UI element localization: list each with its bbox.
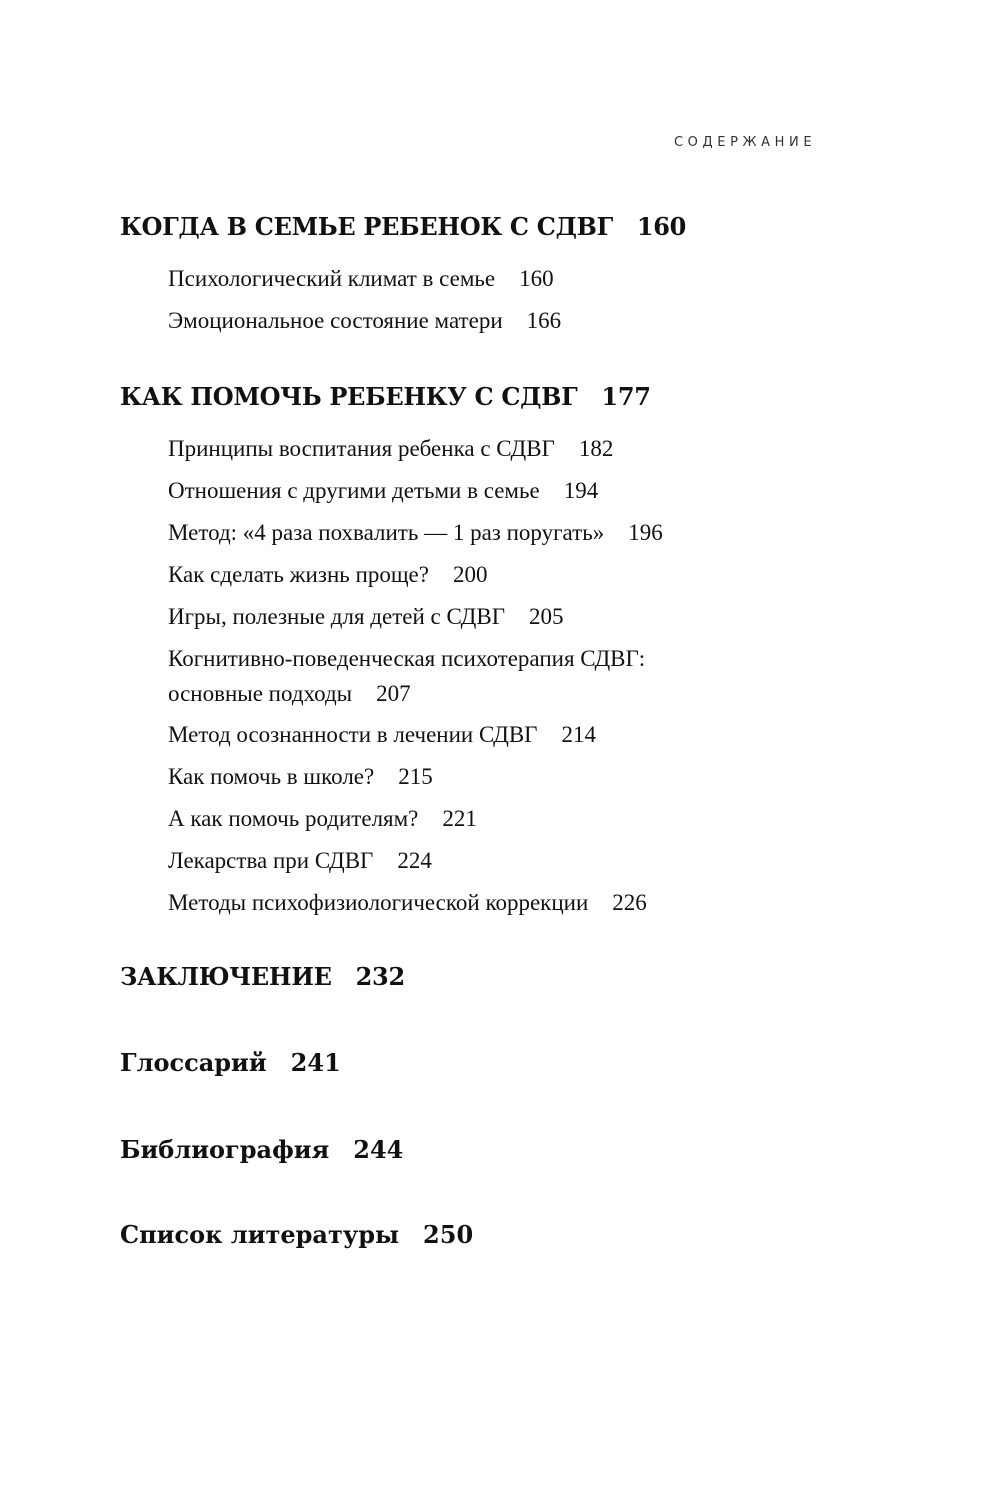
toc-page-number: 166 [526,308,562,333]
toc-page-number: 241 [290,1048,341,1077]
toc-page-number: 226 [612,890,647,915]
toc-page-number: 214 [561,722,596,747]
toc-item-title: Методы психофизиологической коррекции [168,890,589,915]
toc-page-number: 244 [353,1135,404,1164]
toc-chapter[interactable] [120,1048,341,1077]
toc-item[interactable] [168,722,596,748]
toc-item[interactable] [168,520,663,546]
toc-page-number: 215 [398,764,433,789]
toc-item-title: Метод: «4 раза похвалить — 1 раз поругать» [168,520,605,545]
toc-page-number: 207 [376,681,411,706]
toc-page-number: 205 [529,604,564,629]
toc-page-number: 177 [601,382,651,411]
toc-page-number: 196 [628,520,663,545]
toc-chapter[interactable] [120,1135,403,1164]
toc-item-title: Лекарства при СДВГ [168,848,374,873]
toc-page-number: 232 [355,962,405,991]
toc-item[interactable] [168,764,433,790]
toc-item[interactable] [168,604,564,630]
toc-chapter[interactable] [120,962,405,991]
toc-item[interactable] [168,478,598,504]
toc-page-number: 160 [636,212,687,241]
toc-item[interactable] [168,562,487,588]
toc-item-title: Эмоциональное состояние матери [168,308,503,333]
toc-item-title: Метод осознанности в лечении СДВГ [168,722,538,747]
toc-page-number: 224 [397,848,432,873]
toc-item-title: Игры, полезные для детей с СДВГ [168,604,505,629]
toc-item[interactable] [168,308,561,334]
toc-chapter-title: Библиография [120,1135,330,1164]
toc-chapter[interactable] [120,1220,473,1249]
toc-page-number: 194 [563,478,599,503]
toc-page-number: 221 [442,806,477,831]
toc-chapter-title: Глоссарий [120,1048,267,1077]
running-head: СОДЕРЖАНИЕ [674,135,817,150]
toc-page-number: 160 [519,266,554,291]
toc-chapter[interactable] [120,382,651,411]
toc-item-title: Отношения с другими детьми в семье [168,478,540,503]
toc-item[interactable] [168,436,613,462]
toc-chapter-title: ЗАКЛЮЧЕНИЕ [120,962,332,991]
toc-item[interactable] [168,890,647,916]
toc-item-title-line1: Когнитивно-поведенческая психотерапия СДВГ: [168,646,646,671]
toc-item-title: Принципы воспитания ребенка с СДВГ [168,436,555,461]
toc-chapter[interactable] [120,212,686,241]
toc-item[interactable] [168,806,477,832]
toc-chapter-title: Список литературы [120,1220,400,1249]
toc-item-title: Как помочь в школе? [168,764,375,789]
toc-page-number: 200 [452,562,488,587]
toc-item-title: Психологический климат в семье [168,266,496,291]
toc-page-number: 182 [578,436,614,461]
toc-chapter-title: КАК ПОМОЧЬ РЕБЕНКУ С СДВГ [120,382,578,411]
toc-chapter-title: КОГДА В СЕМЬЕ РЕБЕНОК С СДВГ [120,212,613,241]
toc-item[interactable] [168,266,554,292]
toc-item[interactable] [168,848,432,874]
toc-item-title: Как сделать жизнь проще? [168,562,429,587]
toc-item-title-line2: основные подходы [168,681,353,706]
toc-item-multiline[interactable] [168,646,645,707]
toc-page-number: 250 [423,1220,474,1249]
toc-item-title: А как помочь родителям? [168,806,419,831]
